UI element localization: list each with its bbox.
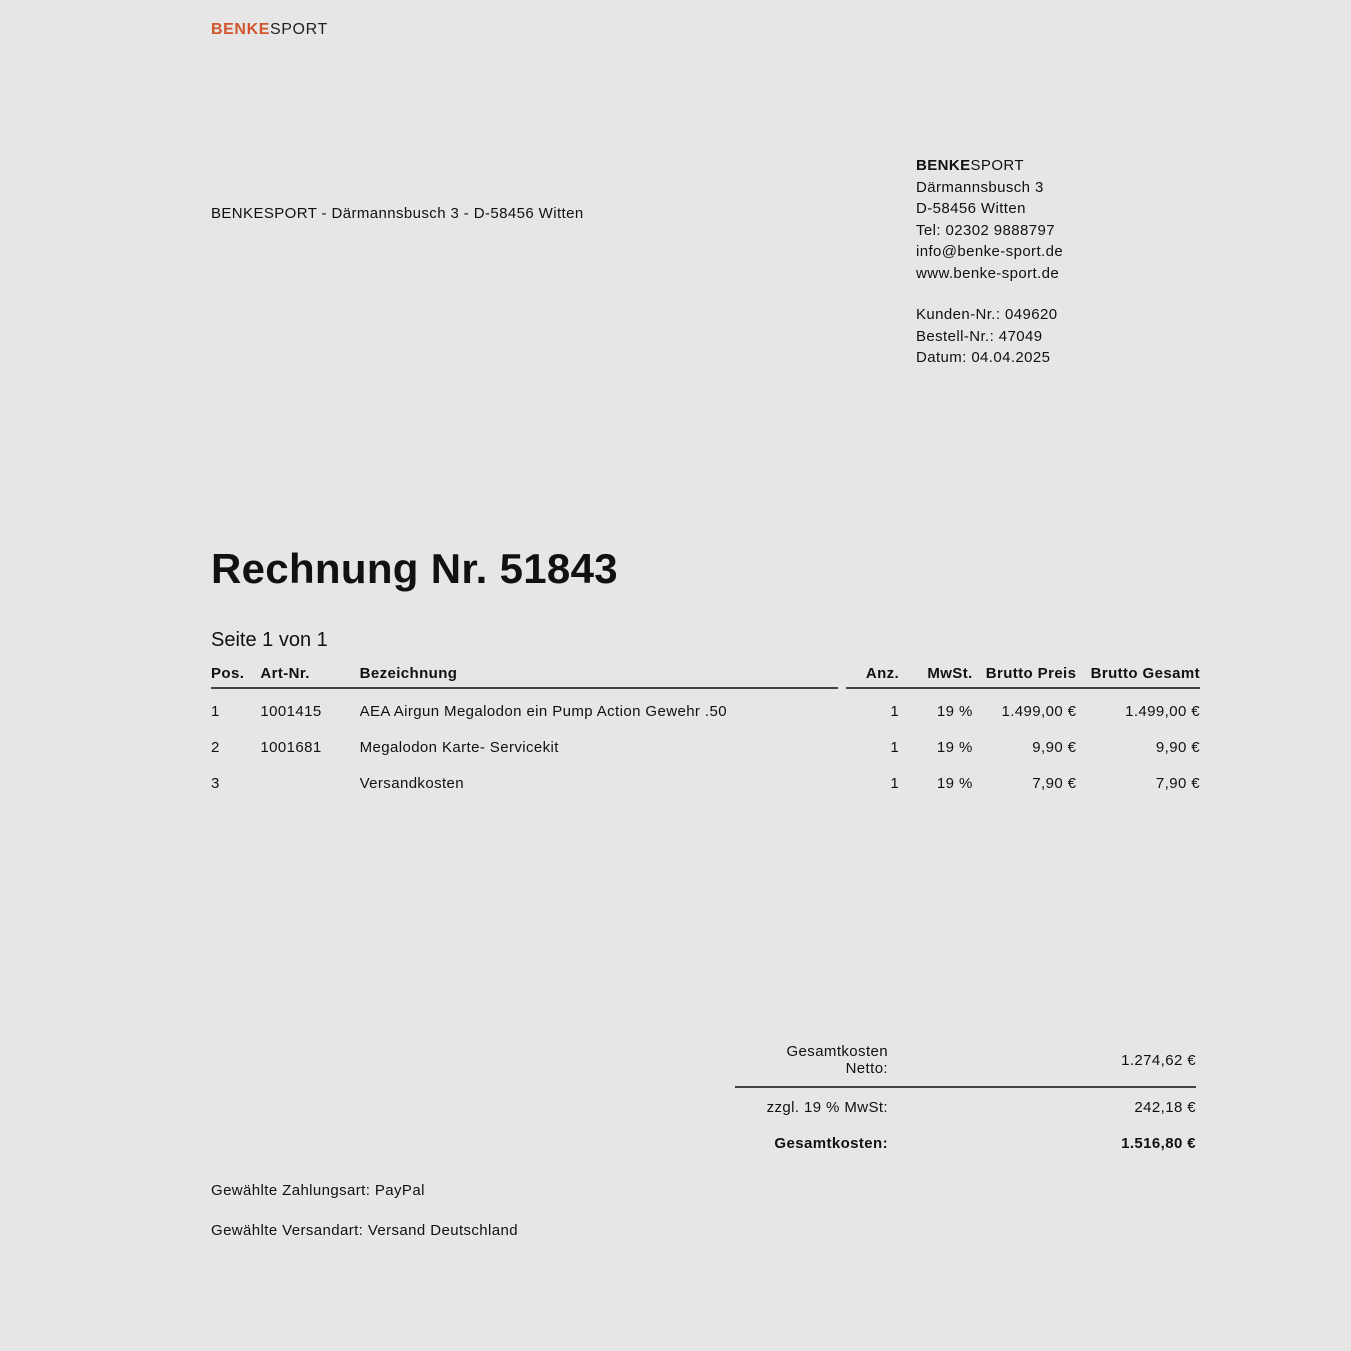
cell-art: 1001415 (260, 702, 322, 720)
cell-mwst: 19 % (936, 702, 973, 720)
cell-art: 1001681 (260, 738, 322, 756)
cell-brutto-preis: 7,90 € (1032, 774, 1077, 792)
shipping-method: Gewählte Versandart: Versand Deutschland (211, 1222, 519, 1239)
header-brutto-preis: Brutto Preis (973, 659, 1077, 688)
brand-logo (211, 21, 328, 39)
table-header-row (211, 659, 1200, 688)
tax-value: 242,18 € (1134, 1098, 1196, 1116)
cell-desc: Versandkosten (359, 774, 465, 792)
payment-method: Gewählte Zahlungsart: PayPal (211, 1182, 425, 1199)
cell-desc: AEA Airgun Megalodon ein Pump Action Gewehr .50 (359, 702, 727, 720)
cell-mwst: 19 % (936, 774, 973, 792)
grand-total-value: 1.516,80 € (1121, 1134, 1196, 1152)
cell-brutto-preis: 1.499,00 € (1001, 702, 1077, 720)
totals-netto-row (735, 1040, 1196, 1088)
totals-tax-row (735, 1088, 1196, 1126)
company-city: D-58456 Witten (916, 200, 1026, 218)
logo-rest: SPORT (270, 21, 328, 38)
order-number: Bestell-Nr.: 47049 (916, 327, 1043, 345)
cell-pos: 2 (211, 738, 220, 756)
header-brutto-gesamt: Brutto Gesamt (1076, 659, 1200, 688)
invoice-date: Datum: 04.04.2025 (916, 349, 1051, 366)
netto-label-line1: Gesamtkosten (786, 1043, 888, 1060)
cell-brutto-gesamt: 9,90 € (1155, 738, 1200, 756)
cell-mwst: 19 % (936, 738, 973, 756)
sender-address-line: BENKESPORT - Därmannsbusch 3 - D-58456 Witten (211, 205, 584, 222)
cell-brutto-gesamt: 1.499,00 € (1125, 702, 1200, 720)
company-email[interactable]: info@benke-sport.de (916, 243, 1064, 261)
netto-label-line2: Netto: (845, 1060, 888, 1077)
invoice-items-table (211, 659, 1200, 801)
invoice-title: Rechnung Nr. 51843 (211, 545, 618, 592)
cell-anz: 1 (890, 738, 900, 756)
company-phone: Tel: 02302 9888797 (916, 221, 1055, 239)
cell-brutto-gesamt: 7,90 € (1155, 774, 1200, 792)
grand-total-label: Gesamtkosten: (774, 1134, 888, 1152)
table-row (211, 688, 1200, 729)
table-row (211, 729, 1200, 765)
cell-anz: 1 (890, 702, 900, 720)
tax-label: zzgl. 19 % MwSt: (766, 1098, 888, 1116)
company-website[interactable]: www.benke-sport.de (916, 264, 1060, 282)
cell-brutto-preis: 9,90 € (1032, 738, 1077, 756)
cell-art (260, 765, 359, 801)
header-mwst: MwSt. (913, 659, 973, 688)
page-info: Seite 1 von 1 (211, 629, 328, 651)
header-art: Art-Nr. (260, 659, 359, 688)
cell-pos: 1 (211, 702, 220, 720)
company-address-block (916, 155, 1063, 285)
customer-number: Kunden-Nr.: 049620 (916, 306, 1058, 323)
header-pos: Pos. (211, 659, 260, 688)
cell-desc: Megalodon Karte- Servicekit (359, 738, 559, 756)
company-name-bold: BENKE (916, 157, 971, 174)
header-desc: Bezeichnung (360, 659, 843, 688)
netto-value: 1.274,62 € (1121, 1051, 1196, 1069)
cell-anz: 1 (890, 774, 900, 792)
totals-grand-row (735, 1126, 1196, 1160)
netto-label (735, 1043, 888, 1077)
cell-pos: 3 (211, 774, 220, 792)
logo-accent: BENKE (211, 21, 271, 38)
totals-block (735, 1040, 1196, 1160)
header-anz: Anz. (842, 659, 913, 688)
company-name-rest: SPORT (970, 157, 1024, 174)
company-street: Därmannsbusch 3 (916, 178, 1044, 196)
reference-block (916, 304, 1057, 369)
company-name (916, 155, 1063, 177)
table-row (211, 765, 1200, 801)
